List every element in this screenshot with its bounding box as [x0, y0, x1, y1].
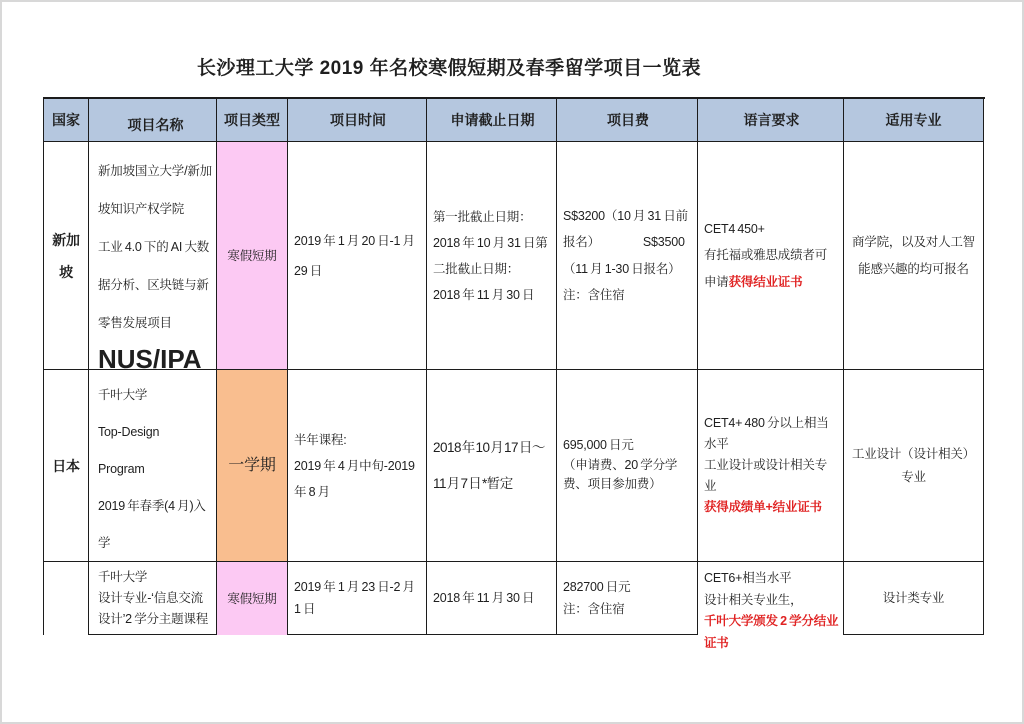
column-header-country: 国家 [44, 99, 89, 142]
table-header-row [44, 99, 985, 142]
column-header-time: 项目时间 [288, 99, 427, 142]
cell-name-row1: 新加坡国立大学/新加坡知识产权学院 工业 4.0 下的 AI 大数据分析、区块链与新零售发展项目 NUS/IPA [89, 142, 217, 370]
column-header-fee: 项目费 [557, 99, 698, 142]
project-type-label: 寒假短期 [227, 248, 277, 263]
cell-fee-row3: 282700 日元 注：含住宿 [557, 562, 698, 635]
cell-major-row1: 商学院，以及对人工智能感兴趣的均可报名 [844, 142, 984, 370]
column-header-language: 语言要求 [698, 99, 844, 142]
cell-name-row2: 千叶大学 Top-Design Program 2019 年春季(4 月)入学 [89, 370, 217, 562]
table-row-3 [44, 562, 985, 650]
programs-table [43, 97, 985, 650]
table-row-2 [44, 370, 985, 562]
cell-country-row1: 新加坡 [44, 142, 89, 370]
cell-deadline-row2: 2018 年 10 月 17 日～ 11 月 7 日 *暂定 [427, 370, 557, 562]
cell-deadline-row1: 第一批截止日期：2018 年 10 月 31 日第二批截止日期： 2018 年 11 月 30 日 [427, 142, 557, 370]
cell-type-row3 [217, 562, 288, 635]
project-type-label: 一学期 [228, 456, 276, 474]
page-title: 长沙理工大学 2019 年名校寒假短期及春季留学项目一览表 [196, 58, 702, 79]
cell-name-row3: 千叶大学 设计专业-‘信息交流设计’2 学分主题课程 [89, 562, 217, 635]
cell-country-row3 [44, 562, 89, 635]
cell-major-row3: 设计类专业 [844, 562, 984, 635]
column-header-deadline: 申请截止日期 [427, 99, 557, 142]
cell-fee-row1: S$3200（10 月 31 日前报名） S$3500（11 月 1-30 日报名） 注：含住宿 [557, 142, 698, 370]
cell-language-row1: CET4 450+ 有托福或雅思成绩者可申请获得结业证书 [698, 142, 844, 370]
cell-fee-row2: 695,000 日元 （申请费、20 学分学费、项目参加费） [557, 370, 698, 562]
cell-deadline-row3: 2018 年 11 月 30 日 [427, 562, 557, 635]
cell-type-row1 [217, 142, 288, 370]
table-row-1 [44, 142, 985, 370]
column-header-name: 项目名称 [89, 99, 217, 142]
column-header-major: 适用专业 [844, 99, 984, 142]
column-header-type: 项目类型 [217, 99, 288, 142]
table-body [44, 142, 985, 650]
cell-time-row1: 2019 年 1 月 20 日-1 月 29 日 [288, 142, 427, 370]
cell-time-row3: 2019 年 1 月 23 日-2 月 1 日 [288, 562, 427, 635]
project-type-label: 寒假短期 [227, 591, 277, 606]
cell-language-row2: CET4+ 480 分以上相当水平 工业设计或设计相关专业 获得成绩单+结业证书 [698, 370, 844, 562]
cell-major-row2: 工业设计（设计相关）专业 [844, 370, 984, 562]
cell-country-row2: 日本 [44, 370, 89, 562]
cell-language-row3: CET6+相当水平 设计相关专业生， 千叶大学颁发 2 学分结业证书 [698, 562, 844, 635]
cell-type-row2 [217, 370, 288, 562]
cell-time-row2: 半年课程: 2019 年 4 月中旬-2019 年 8 月 [288, 370, 427, 562]
